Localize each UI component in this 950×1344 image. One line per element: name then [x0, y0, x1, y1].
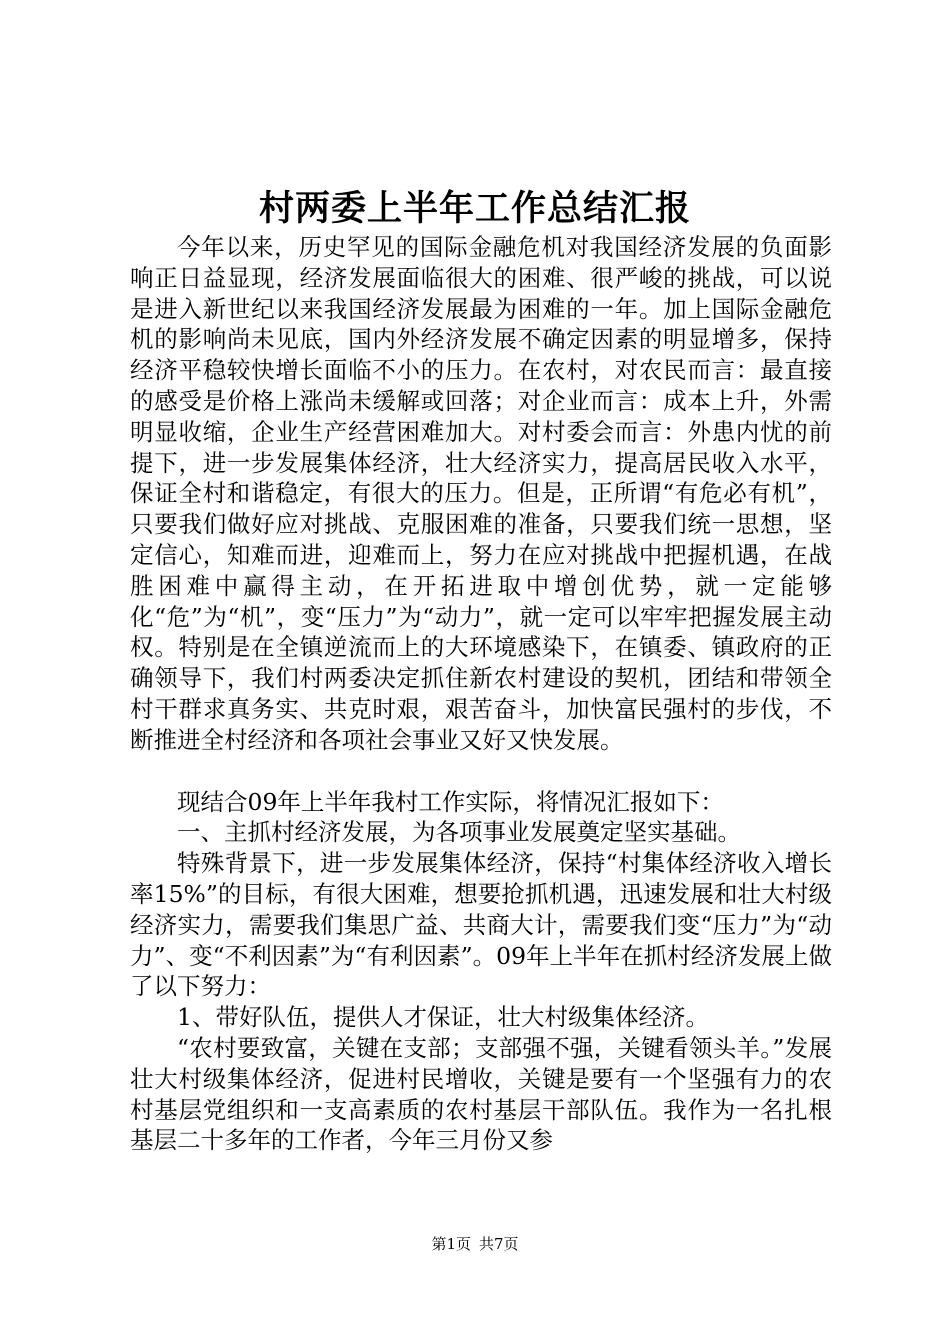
page-total: 共7页: [479, 1235, 519, 1253]
paragraph: 今年以来，历史罕见的国际金融危机对我国经济发展的负面影响正日益显现，经济发展面临很大的困难、很严峻的挑战，可以说是进入新世纪以来我国经济发展最为困难的一年。加上国际金融危机的影响尚未见底，国内外经济发展不确定因素的明显增多，保持经济平稳较快增长面临不小的压力。在农村，对农民而言：最直接的感受是价格上涨尚未缓解或回落；对企业而言：成本上升，外需明显收缩，企业生产经营困难加大。对村委会而言：外患内忧的前提下，进一步发展集体经济，壮大经济实力，提高居民收入水平，保证全村和谐稳定，有很大的压力。但是，正所谓“有危必有机”，只要我们做好应对挑战、克服困难的准备，只要我们统一思想，坚定信心，知难而进，迎难而上，努力在应对挑战中把握机遇，在战胜困难中赢得主动，在开拓进取中增创优势，就一定能够化“危”为“机”，变“压力”为“动力”，就一定可以牢牢把握发展主动权。特别是在全镇逆流而上的大环境感染下，在镇委、镇政府的正确领导下，我们村两委决定抓住新农村建设的契机，团结和带领全村干群求真务实、共克时艰，艰苦奋斗，加快富民强村的步伐，不断推进全村经济和各项社会事业又好又快发展。: [130, 233, 832, 754]
page-footer: [0, 1233, 950, 1255]
paragraph: 特殊背景下，进一步发展集体经济，保持“村集体经济收入增长率15%”的目标，有很大困难，想要抢抓机遇，迅速发展和壮大村级经济实力，需要我们集思广益、共商大计，需要我们变“压力”为“动力”、变“不利因素”为“有利因素”。09年上半年在抓村经济发展上做了以下努力：: [130, 849, 832, 1001]
paragraph: 现结合09年上半年我村工作实际，将情况汇报如下：: [177, 787, 724, 816]
document-title: 村两委上半年工作总结汇报: [258, 188, 691, 229]
paragraph: “农村要致富，关键在支部；支部强不强，关键看领头羊。”发展壮大村级集体经济，促进村民增收，关键是要有一个坚强有力的农村基层党组织和一支高素质的农村基层干部队伍。我作为一名扎根基层二十多年的工作者，今年三月份又参: [130, 1033, 832, 1155]
subsection-heading: 1、带好队伍，提供人才保证，壮大村级集体经济。: [177, 1003, 709, 1032]
document-body: [130, 232, 832, 1156]
page-number: 第1页: [431, 1235, 471, 1253]
paragraph-gap: [130, 756, 832, 787]
section-heading: 一、主抓村经济发展，为各项事业发展奠定坚实基础。: [177, 818, 741, 847]
